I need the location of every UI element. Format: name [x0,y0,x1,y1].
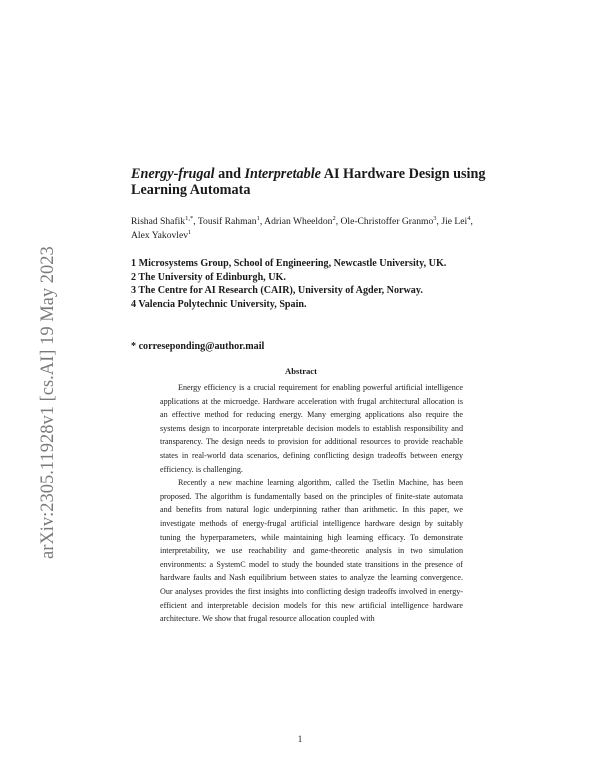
title-part-3: Interpretable [244,166,321,182]
corresponding-email: * correseponding@author.mail [131,341,265,352]
paper-title [131,166,491,198]
arxiv-stamp [16,210,58,580]
author: Tousif Rahman$^1$ [197,214,260,227]
affiliation: 4 Valencia Polytechnic University, Spain. [131,298,307,310]
author: Alex Yakovlev$^1$ [131,228,192,241]
abstract-paragraph: Recently a new machine learning algorithm, called the Tsetlin Machine, has been proposed. The algorithm is fundamentally based on the principles of finite-state automata and benefits from natural logic underpinning rather than arithmetic. In this paper, we investigate methods of energy-frugal artificial intelligence hardware design by suitably tuning the hyperparameters, while maintaining high learning efficacy. To demonstrate interpretability, we use reachability and game-theoretic analysis in two simulation environments: a SystemC model to study the bounded state transitions in the presence of hardware faults and Nash equilibrium between states to analyze the learning convergence. Our analyses provides the first insights into conflicting design tradeoffs involved in energy-efficient and interpretable decision models for this new artificial intelligence hardware architecture. We show that frugal resource allocation coupled with [160,478,463,624]
page-number: 1 [297,734,303,744]
title-part-2: and [214,166,245,182]
abstract-heading: Abstract [285,366,317,376]
abstract-body [160,381,463,626]
title-part-1: Energy-frugal [131,166,215,182]
author: Jie Lei$^4$ [441,214,471,227]
abstract-paragraph: Energy efficiency is a crucial requirement for enabling powerful artificial intelligence applications at the microedge. Hardware acceleration with frugal architectural allocation is an effective method for reducing energy. Many emerging applications also require the systems design to incorporate interpretable decision models to establish responsibility and transparency. The design needs to provision for additional resources to provide reachable states in real-world data scenarios, defining conflicting design tradeoffs between energy efficiency. is challenging. [160,383,463,474]
author: Rishad Shafik$^{1,*}$ [131,214,194,227]
affiliation: 3 The Centre for AI Research (CAIR), University of Agder, Norway. [131,285,423,297]
affiliation-list [131,257,481,311]
arxiv-stamp-text: arXiv:2305.11928v1 [cs.AI] 19 May 2023 [38,246,58,559]
author: Ole-Christoffer Granmo$^3$ [340,214,437,227]
author-list: Rishad Shafik$^{1,*}$, Tousif Rahman$^1$, Adrian Wheeldon$^2$, Ole-Christoffer Granmo$^3$, Jie Lei$^4$, Alex Yakovlev$^1$ [131,214,473,241]
affiliation: 1 Microsystems Group, School of Engineering, Newcastle University, UK. [131,258,447,269]
affiliation: 2 The University of Edinburgh, UK. [131,271,286,283]
title-part-4: AI Hardware Design using Learning Automata [131,166,486,198]
author: Adrian Wheeldon$^2$ [264,214,336,227]
